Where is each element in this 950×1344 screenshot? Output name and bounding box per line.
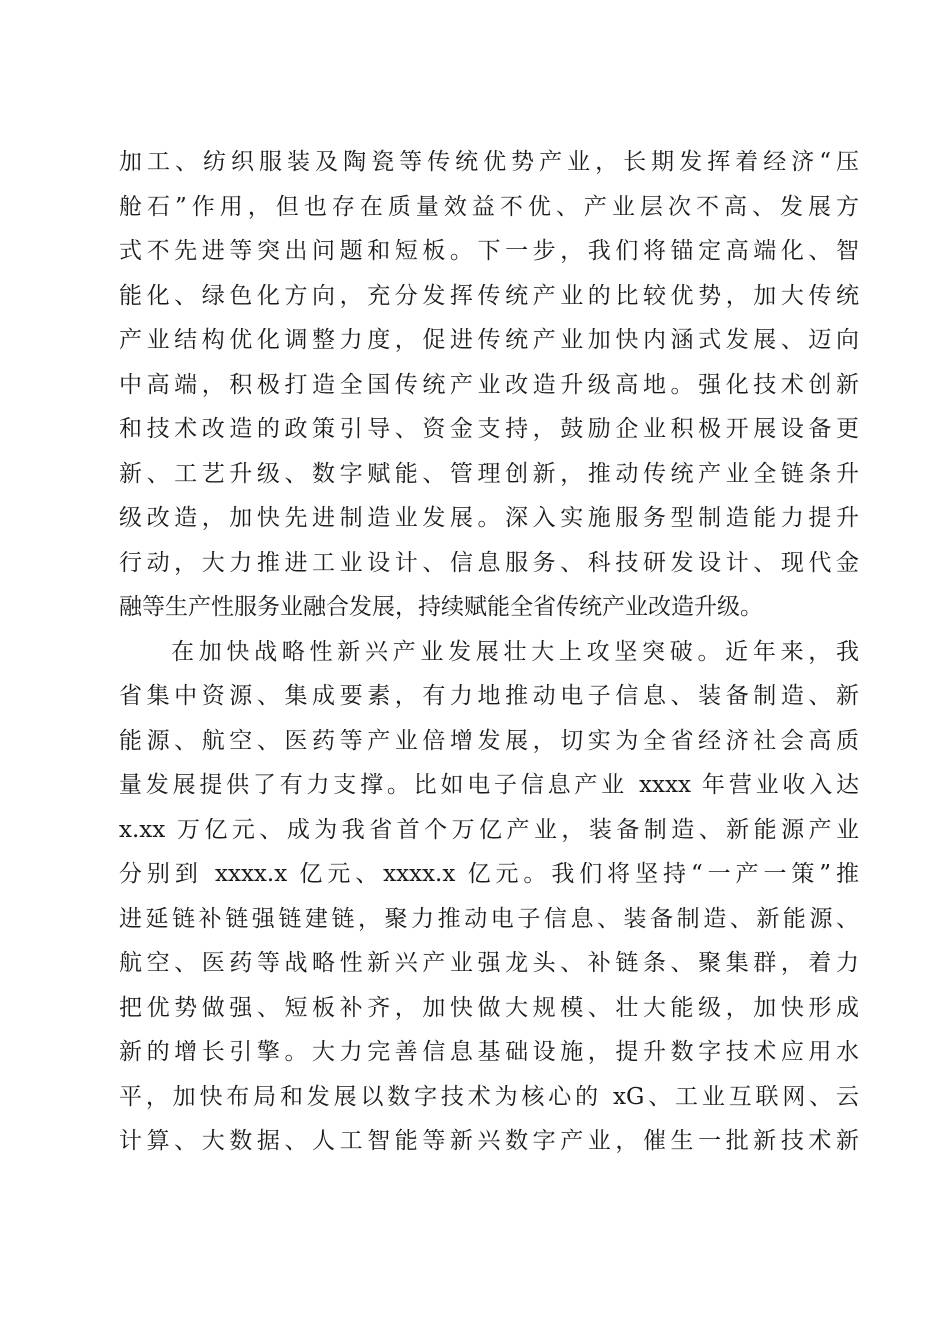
text-line: 省集中资源、集成要素，有力地推动电子信息、装备制造、新 bbox=[119, 683, 859, 709]
text-line: 平，加快布局和发展以数字技术为核心的 xG、工业互联网、云 bbox=[119, 1083, 859, 1110]
text-line: 加工、纺织服装及陶瓷等传统优势产业，长期发挥着经济“压 bbox=[119, 149, 859, 175]
text-line: 量发展提供了有力支撑。比如电子信息产业 xxxx 年营业收入达 bbox=[119, 772, 859, 798]
text-line: 新、工艺升级、数字赋能、管理创新，推动传统产业全链条升 bbox=[119, 460, 859, 487]
text-line: 能源、航空、医药等产业倍增发展，切实为全省经济社会高质 bbox=[119, 727, 859, 754]
text-line: 在加快战略性新兴产业发展壮大上攻坚突破。近年来，我 bbox=[171, 638, 859, 665]
text-line: 能化、绿色化方向，充分发挥传统产业的比较优势，加大传统 bbox=[119, 282, 859, 309]
text-line: 产业结构优化调整力度，促进传统产业加快内涵式发展、迈向 bbox=[119, 327, 859, 353]
text-line: 融等生产性服务业融合发展，持续赋能全省传统产业改造升级。 bbox=[119, 594, 763, 620]
text-line: 舱石”作用，但也存在质量效益不优、产业层次不高、发展方 bbox=[119, 193, 859, 220]
text-line: 和技术改造的政策引导、资金支持，鼓励企业积极开展设备更 bbox=[119, 416, 859, 442]
text-line: 计算、大数据、人工智能等新兴数字产业，催生一批新技术新 bbox=[119, 1128, 859, 1154]
text-line: 中高端，积极打造全国传统产业改造升级高地。强化技术创新 bbox=[119, 371, 859, 398]
text-line: 进延链补链强链建链，聚力推动电子信息、装备制造、新能源、 bbox=[119, 905, 859, 932]
text-line: 航空、医药等战略性新兴产业强龙头、补链条、聚集群，着力 bbox=[119, 950, 859, 976]
text-line: 行动，大力推进工业设计、信息服务、科技研发设计、现代金 bbox=[119, 549, 859, 576]
text-line: 式不先进等突出问题和短板。下一步，我们将锚定高端化、智 bbox=[119, 238, 859, 264]
text-line: 级改造，加快先进制造业发展。深入实施服务型制造能力提升 bbox=[119, 505, 859, 531]
text-line: 分别到 xxxx.x 亿元、xxxx.x 亿元。我们将坚持“一产一策”推 bbox=[119, 861, 859, 887]
text-line: 新的增长引擎。大力完善信息基础设施，提升数字技术应用水 bbox=[119, 1039, 859, 1065]
document-body bbox=[119, 140, 859, 1164]
text-line: 把优势做强、短板补齐，加快做大规模、壮大能级，加快形成 bbox=[119, 994, 859, 1021]
paragraph-traditional-industries bbox=[119, 140, 859, 630]
text-line: x.xx 万亿元、成为我省首个万亿产业，装备制造、新能源产业 bbox=[119, 816, 859, 843]
paragraph-emerging-industries bbox=[119, 630, 859, 1164]
